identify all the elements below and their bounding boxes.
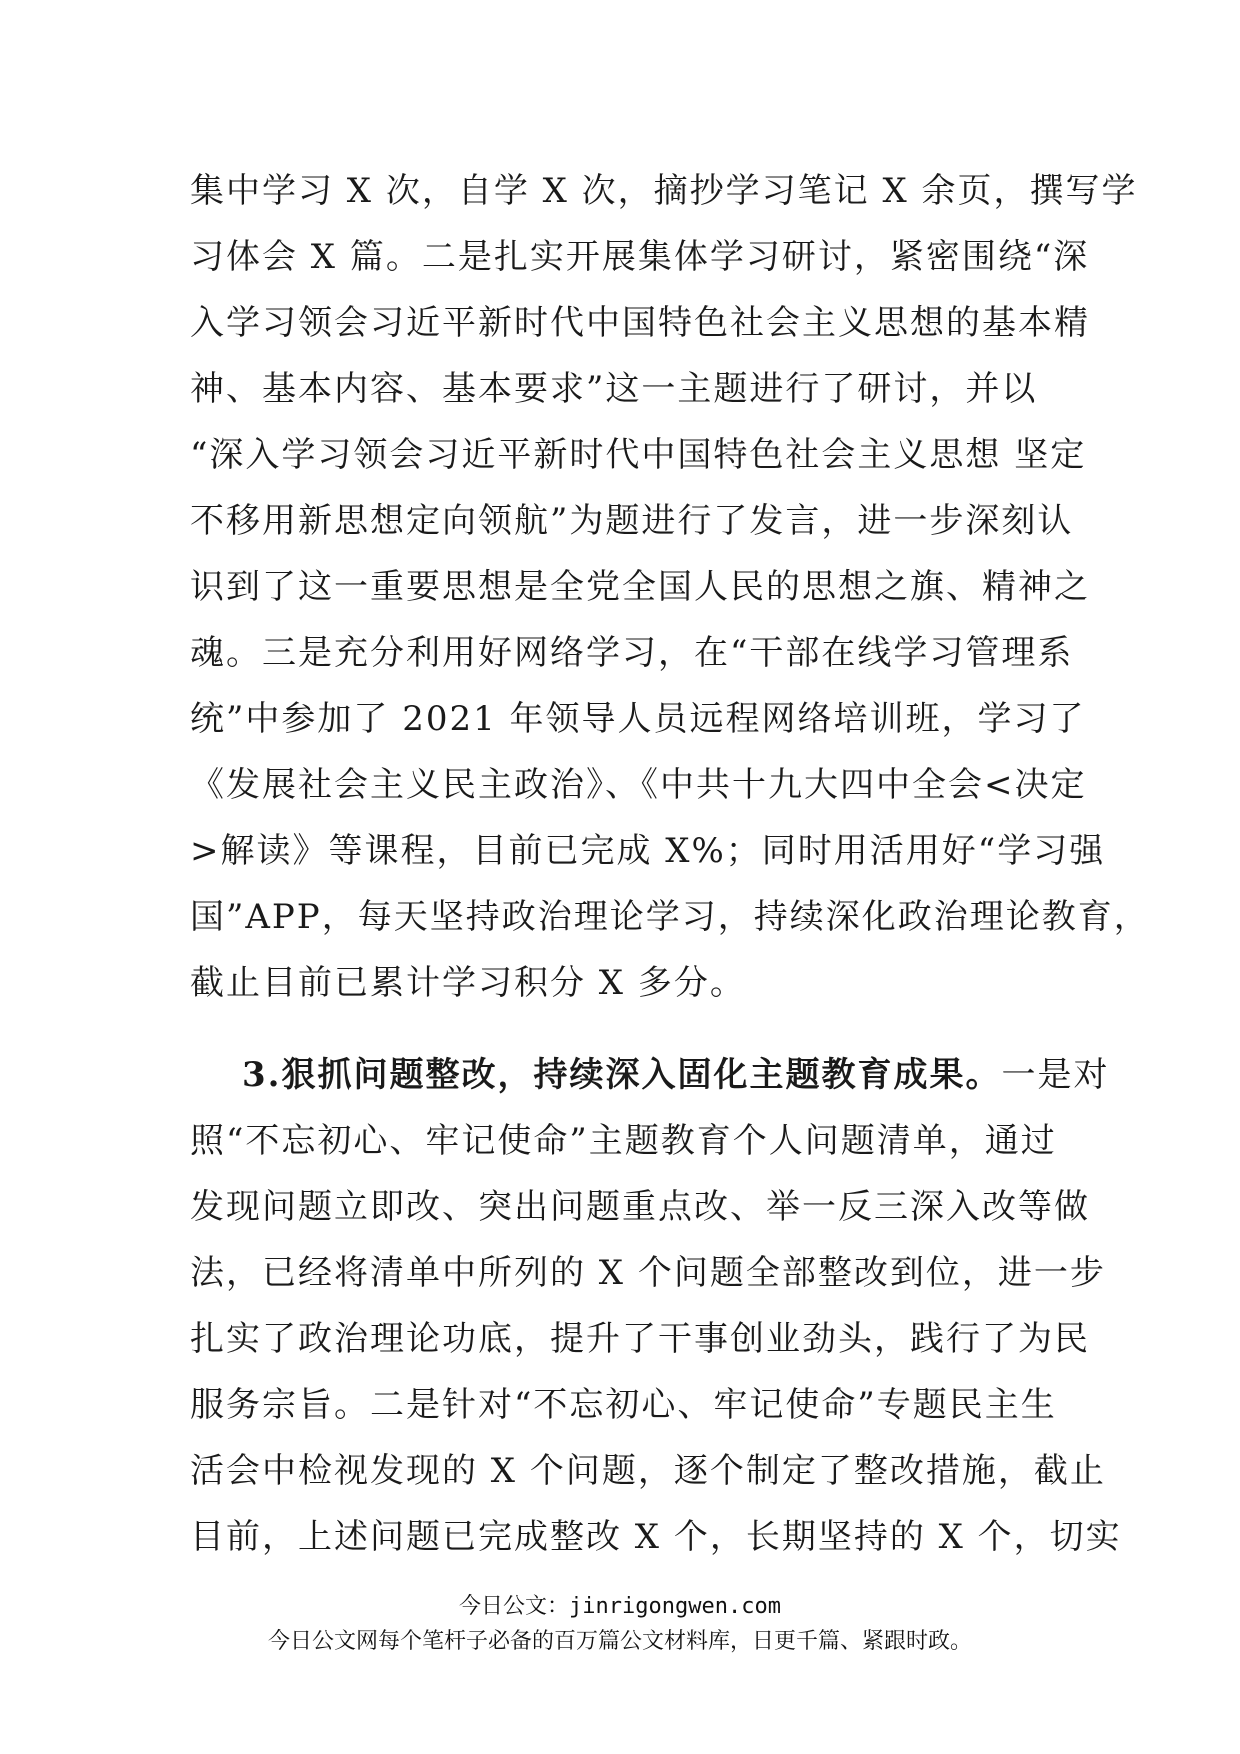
text-line: 集中学习 X 次，自学 X 次，摘抄学习笔记 X 余页，撰写学 bbox=[190, 171, 1138, 211]
text-line: “深入学习领会习近平新时代中国特色社会主义思想 坚定 bbox=[190, 435, 1087, 475]
section-heading: 3.狠抓问题整改，持续深入固化主题教育成果。 bbox=[242, 1055, 1002, 1095]
paragraph bbox=[190, 1042, 1122, 1570]
text-line: >解读》等课程，目前已完成 X%；同时用活用好“学习强 bbox=[190, 831, 1106, 871]
footer-tagline: 今日公文网每个笔杆子必备的百万篇公文材料库，日更千篇、紧跟时政。 bbox=[267, 1629, 972, 1654]
text-line: 不移用新思想定向领航”为题进行了发言，进一步深刻认 bbox=[190, 501, 1074, 541]
text-line: 截止目前已累计学习积分 X 多分。 bbox=[190, 963, 746, 1003]
document-body bbox=[190, 158, 1150, 1570]
text-line: 照“不忘初心、牢记使命”主题教育个人问题清单，通过 bbox=[190, 1121, 1057, 1161]
footer-site-link[interactable]: jinrigongwen.com bbox=[569, 1594, 781, 1619]
footer-site-label: 今日公文： bbox=[459, 1594, 570, 1619]
text-line: 入学习领会习近平新时代中国特色社会主义思想的基本精 bbox=[190, 303, 1090, 343]
text-line: 活会中检视发现的 X 个问题，逐个制定了整改措施，截止 bbox=[190, 1451, 1106, 1491]
text-line: 识到了这一重要思想是全党全国人民的思想之旗、精神之 bbox=[190, 567, 1090, 607]
footer-site bbox=[0, 1592, 1240, 1622]
text-line: 目前，上述问题已完成整改 X 个，长期坚持的 X 个，切实 bbox=[190, 1517, 1122, 1557]
text-line: 神、基本内容、基本要求”这一主题进行了研讨，并以 bbox=[190, 369, 1038, 409]
text-line: 统”中参加了 2021 年领导人员远程网络培训班，学习了 bbox=[190, 699, 1086, 739]
text-line: 法，已经将清单中所列的 X 个问题全部整改到位，进一步 bbox=[190, 1253, 1106, 1293]
text-line: 《发展社会主义民主政治》、《中共十九大四中全会<决定 bbox=[190, 765, 1087, 805]
paragraph-gap bbox=[190, 1016, 1070, 1042]
section-heading-line bbox=[190, 1042, 1110, 1108]
text-line: 发现问题立即改、突出问题重点改、举一反三深入改等做 bbox=[190, 1187, 1090, 1227]
text-line: 服务宗旨。二是针对“不忘初心、牢记使命”专题民主生 bbox=[190, 1385, 1057, 1425]
text-line: 扎实了政治理论功底，提升了干事创业劲头，践行了为民 bbox=[190, 1319, 1090, 1359]
paragraph bbox=[190, 158, 1150, 1016]
text-line: 魂。三是充分利用好网络学习，在“干部在线学习管理系 bbox=[190, 633, 1074, 673]
text-run: 一是对 bbox=[1001, 1055, 1110, 1095]
text-line: 国”APP，每天坚持政治理论学习，持续深化政治理论教育， bbox=[190, 897, 1150, 937]
text-line: 习体会 X 篇。二是扎实开展集体学习研讨，紧密围绕“深 bbox=[190, 237, 1090, 277]
